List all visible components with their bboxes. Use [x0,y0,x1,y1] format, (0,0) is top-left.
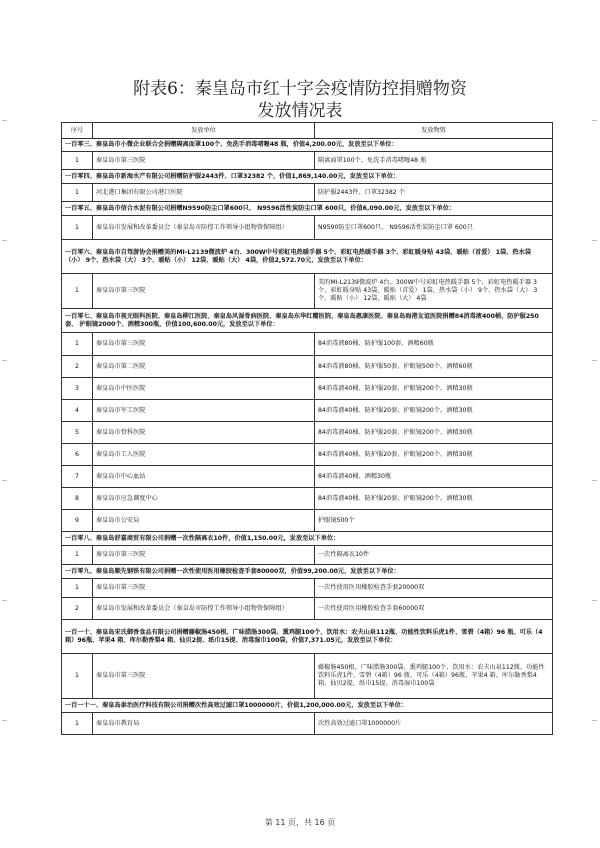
row-unit: 秦皇岛市发展和改革委员会（秦皇岛市防控工作领导小组物资保障组） [93,216,315,240]
row-number: 1 [62,579,93,598]
row-goods: 次性高效过滤口罩1000000片 [315,713,553,735]
row-number: 3 [62,378,93,400]
table-row [62,488,553,510]
group-heading-row [62,620,553,654]
row-number: 5 [62,422,93,444]
table-row [62,378,553,400]
row-number: 1 [62,654,93,699]
row-unit: 秦皇岛市中医医院 [93,378,315,400]
group-heading: 一百零九、秦皇岛顺先钢铁有限公司捐赠一次性使用医用橡胶检查手套80000双，价值99,200.00元，发放至以下单位： [62,565,553,579]
row-unit: 秦皇岛市第三医院 [93,274,315,309]
group-heading-row [62,309,553,333]
table-row [62,400,553,422]
group-heading: 一百零五、秦皇岛市信合水泥有限公司捐赠N9590防尘口罩600只、 N9596活性炭防尘口罩 600只，价值6,090.00元，发放至以下单位： [62,202,553,216]
group-heading: 一百零三、秦皇岛市小微企业联合会捐赠隔离面罩100个、免洗手消毒啫喱48 瓶，价值4,200.00元，发放至以下单位： [62,139,553,152]
row-unit: 秦皇岛市工人医院 [93,444,315,466]
table-row [62,466,553,488]
group-heading: 一百一十一、秦皇岛泰治医疗科技有限公司捐赠次性高效过滤口罩1000000片，价值1,200,000.00元，发放至以下单位： [62,699,553,713]
row-goods: 一次性使用医用橡胶检查手套20000双 [315,579,553,598]
group-heading: 一百零四、秦皇岛市新海水产有限公司捐赠防护服2443件、口罩32382 个，价值1,869,140.00元，发放至以下单位： [62,170,553,184]
table-row [62,546,553,565]
row-goods: 84消毒液40桶、防护服20套、护眼镜200个、酒精30瓶 [315,444,553,466]
page-number: 第 11 页，共 16 页 [264,818,336,827]
row-number: 1 [62,713,93,735]
row-number: 1 [62,274,93,309]
row-goods: 一次性使用医用橡胶检查手套60000双 [315,598,553,620]
table-row [62,598,553,620]
table-row [62,333,553,356]
header-goods: 发放物资 [315,123,553,139]
row-unit: 秦皇岛市军工医院 [93,400,315,422]
row-unit: 秦皇岛市第三医院 [93,654,315,699]
row-goods: 藤椒肠450根、广味腊肠300袋、熏鸡腿100个、饮用水：农夫山泉112瓶、功能性饮料乐虎1件、雪碧（4箱）96 瓶、可乐（4箱）96瓶、苹果4 箱、库尔勒香梨4 箱、仙贝2提、纸巾15提、消毒湿巾100袋 [315,654,553,699]
row-goods: N9590防尘口罩600只、 N9596活性炭防尘口罩 600只 [315,216,553,240]
table-header-row [62,123,553,139]
row-unit: 秦皇岛市中心血站 [93,466,315,488]
row-unit: 秦皇岛市发展和改革委员会（秦皇岛市防控工作领导小组物资保障组） [93,598,315,620]
group-heading-row [62,532,553,546]
row-number: 1 [62,184,93,202]
row-number: 2 [62,356,93,378]
group-heading-row [62,170,553,184]
row-unit: 秦皇岛市第二医院 [93,356,315,378]
table-row [62,444,553,466]
row-unit: 秦皇岛市应急调度中心 [93,488,315,510]
row-goods: 84消毒液40桶、酒精30瓶 [315,466,553,488]
header-unit: 发放单位 [93,123,315,139]
row-goods: 84消毒液40桶、防护服20套、护眼镜200个、酒精30瓶 [315,378,553,400]
page-title: 附表6：秦皇岛市红十字会疫情防控捐赠物资 [133,79,467,99]
group-heading: 一百零八、秦皇岛舒嘉商贸有限公司捐赠一次性隔离衣10件，价值1,150.00元，发放至以下单位： [62,532,553,546]
row-goods: 84消毒液80桶、防护服100套、酒精60瓶 [315,333,553,356]
page-subtitle: 发放情况表 [257,101,343,121]
row-number: 9 [62,510,93,532]
row-unit: 秦皇岛市第三医院 [93,333,315,356]
row-goods: 84消毒液40桶、防护服20套、护眼镜200个、酒精30瓶 [315,488,553,510]
table-row [62,422,553,444]
row-number: 4 [62,400,93,422]
group-heading-row [62,565,553,579]
row-unit: 秦皇岛市第三医院 [93,152,315,170]
group-heading-row [62,202,553,216]
row-unit: 秦皇岛市第三医院 [93,579,315,598]
row-unit: 秦皇岛市教育局 [93,713,315,735]
row-goods: 隔离面罩100个、免洗手消毒啫喱48 瓶 [315,152,553,170]
group-heading: 一百零七、秦皇岛市视光眼科医院、秦皇岛柳江医院、秦皇岛风湿骨病医院、秦皇岛东华红瓣医院、秦皇岛惠康医院、秦皇岛海港友谊医院捐赠84消毒液400桶、防护服250套、 护眼镜2000个、酒精300瓶，价值100,600.00元，发放至以下单位： [62,309,553,333]
row-goods: 护眼镜500个 [315,510,553,532]
table-row [62,216,553,240]
row-goods: 一次性隔离衣10件 [315,546,553,565]
row-number: 2 [62,598,93,620]
row-unit: 秦皇岛市第三医院 [93,546,315,565]
table-row [62,184,553,202]
group-heading-row [62,139,553,152]
table-row [62,152,553,170]
row-number: 1 [62,546,93,565]
header-no: 序号 [62,123,93,139]
table-row [62,356,553,378]
row-number: 8 [62,488,93,510]
table-row [62,274,553,309]
row-number: 7 [62,466,93,488]
row-goods: 84消毒液80桶、防护服50套、护眼镜500个、酒精60瓶 [315,356,553,378]
table-row [62,713,553,735]
table-row [62,654,553,699]
row-number: 6 [62,444,93,466]
row-goods: 84消毒液40桶、防护服20套、护眼镜200个、酒精30瓶 [315,400,553,422]
group-heading: 一百零六、秦皇岛市自驾游协会捐赠美的MI-L2139微波炉 4台、300W中号彩虹电热暖手器 5个、彩虹电热暖手器 3个、彩虹暖身贴 43袋、暖贴（首爱） 1袋、热水袋（小） 9个、热水袋（大） 3个、暖贴（小） 12袋、暖贴（大） 4袋，价值2,572.70元，发放至以下单位： [62,240,553,274]
row-unit: 秦皇岛市公安局 [93,510,315,532]
row-unit: 秦皇岛市骨科医院 [93,422,315,444]
row-number: 1 [62,216,93,240]
row-goods: 84消毒液40桶、防护服20套、护眼镜200个、酒精30瓶 [315,422,553,444]
table-row [62,510,553,532]
table-body [62,139,553,735]
row-number: 1 [62,333,93,356]
group-heading-row [62,699,553,713]
row-goods: 防护服2443件、口罩32382 个 [315,184,553,202]
group-heading: 一百一十、秦皇岛宋氏御香食品有限公司捐赠藤椒肠450根、广味腊肠300袋、熏鸡腿100个、饮用水：农夫山泉112瓶、功能性饮料乐虎1件、雪碧（4箱）96 瓶、可乐（4箱）96瓶、苹果4 箱、库尔勒香梨4 箱、仙贝2提、纸巾15提、消毒湿巾100袋，价值7,371.05元，发放至以下单位： [62,620,553,654]
row-goods: 美的MI-L2139微波炉 4台、300W中号彩虹电热暖手器 5个、彩虹电热暖手器 3个、彩虹暖身贴 43袋、暖贴（首爱） 1袋、热水袋（小） 9个、热水袋（大） 3个、暖贴（小） 12袋、暖贴（大） 4袋 [315,274,553,309]
table-row [62,579,553,598]
row-number: 1 [62,152,93,170]
row-unit: 河北港口集团有限公司港口医院 [93,184,315,202]
group-heading-row [62,240,553,274]
distribution-table [61,122,553,735]
